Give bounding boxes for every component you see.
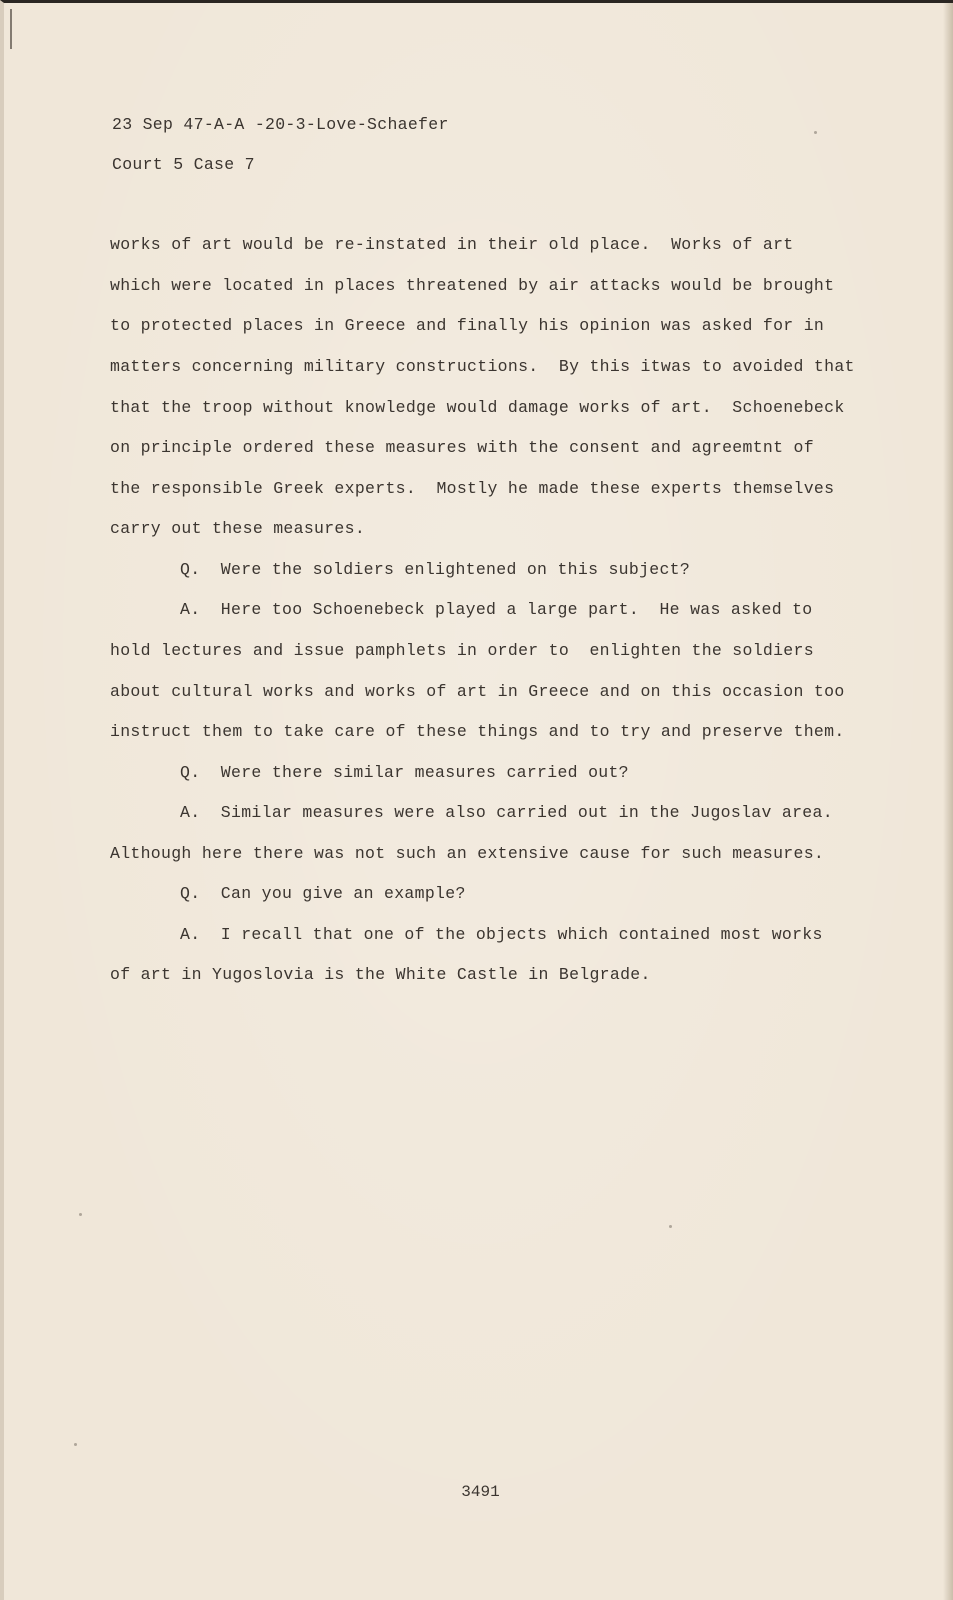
text-line: works of art would be re-instated in their old place. Works of art bbox=[110, 235, 794, 254]
text-line: which were located in places threatened by air attacks would be brought bbox=[110, 276, 835, 295]
paper-speck bbox=[74, 1443, 77, 1446]
text-line: Although here there was not such an extensive cause for such measures. bbox=[110, 844, 825, 863]
text-line: about cultural works and works of art in Greece and on this occasion too bbox=[110, 682, 845, 701]
text-line: of art in Yugoslovia is the White Castle in Belgrade. bbox=[110, 965, 651, 984]
text-line: to protected places in Greece and finally his opinion was asked for in bbox=[110, 316, 825, 335]
text-line: on principle ordered these measures with the consent and agreemtnt of bbox=[110, 438, 814, 457]
text-line: hold lectures and issue pamphlets in order to enlighten the soldiers bbox=[110, 641, 814, 660]
text-line: matters concerning military constructions. By this itwas to avoided that bbox=[110, 357, 855, 376]
header-court-case: Court 5 Case 7 bbox=[112, 155, 255, 174]
header-docket: 23 Sep 47-A-A -20-3-Love-Schaefer bbox=[112, 115, 449, 134]
question-line: Q. Can you give an example? bbox=[180, 884, 466, 903]
answer-line: A. I recall that one of the objects which contained most works bbox=[180, 925, 823, 944]
answer-line: A. Similar measures were also carried out in the Jugoslav area. bbox=[180, 803, 833, 822]
text-line: that the troop without knowledge would damage works of art. Schoenebeck bbox=[110, 398, 845, 417]
page-edge-shadow bbox=[943, 3, 953, 1600]
answer-line: A. Here too Schoenebeck played a large part. He was asked to bbox=[180, 600, 813, 619]
text-line: the responsible Greek experts. Mostly he made these experts themselves bbox=[110, 479, 835, 498]
page-number: 3491 bbox=[461, 1483, 500, 1501]
paper-speck bbox=[79, 1213, 82, 1216]
question-line: Q. Were the soldiers enlightened on this subject? bbox=[180, 560, 691, 579]
paper-speck bbox=[814, 131, 817, 134]
text-line: carry out these measures. bbox=[110, 519, 366, 538]
question-line: Q. Were there similar measures carried out? bbox=[180, 763, 629, 782]
text-line: instruct them to take care of these things and to try and preserve them. bbox=[110, 722, 845, 741]
paper-speck bbox=[669, 1225, 672, 1228]
binding-mark bbox=[10, 9, 12, 49]
